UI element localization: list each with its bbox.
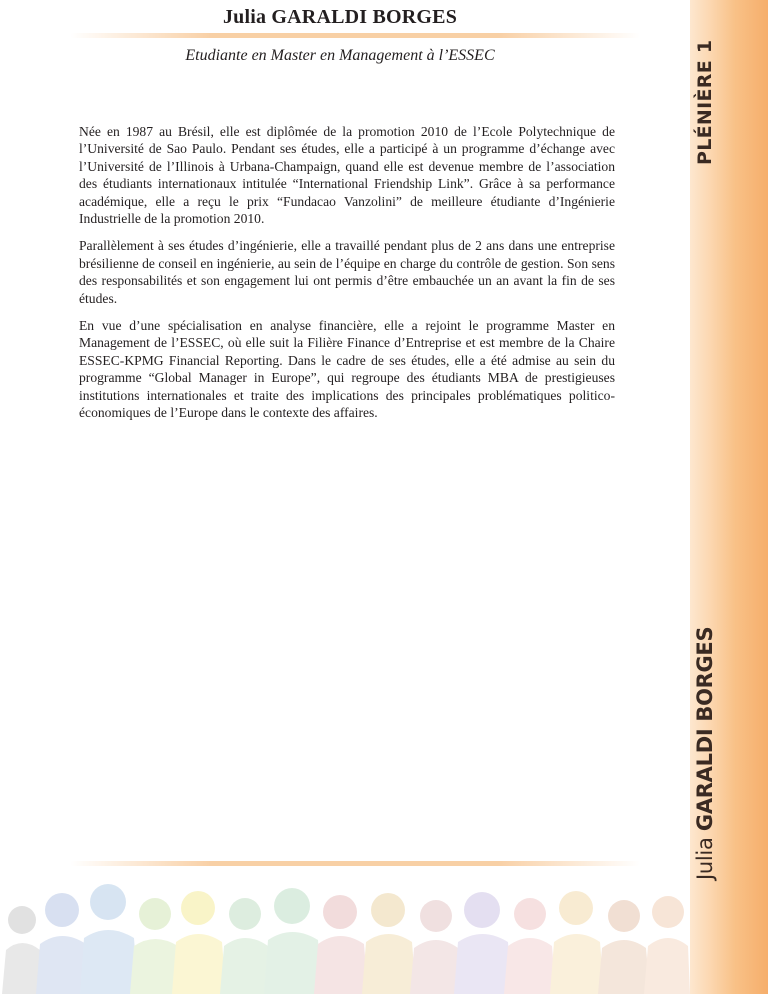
paragraph-2: Parallèlement à ses études d’ingénierie, elle a travaillé pendant plus de 2 ans dans une entreprise brésilienne de conseil en ingénierie, au sein de l’équipe en charge du contrôle de gestion. Son sens des responsabilités et son engagement lui ont permis d’être embauchée un an avant la fin de ses études. xyxy=(79,238,615,306)
page-title: Julia GARALDI BORGES xyxy=(222,6,458,28)
footer-divider xyxy=(70,861,640,866)
biography-text xyxy=(79,123,615,432)
side-name-last: GARALDI BORGES xyxy=(693,626,717,832)
header-divider xyxy=(70,33,640,38)
crowd-silhouettes-image xyxy=(0,880,690,994)
side-name-label xyxy=(693,627,717,880)
side-name-first: Julia xyxy=(693,831,717,880)
paragraph-3: En vue d’une spécialisation en analyse financière, elle a rejoint le programme Master en Management de l’ESSEC, où elle suit la Filière Finance d’Entreprise et est membre de la Chaire ESSEC-KPMG Financial Reporting. Dans le cadre de ses études, elle a été admise au sein du programme “Global Manager in Europe”, qui regroupe des étudiants MBA de prestigieuses institutions internationales et traite des implications des principales problématiques politico-économiques de l’Europe dans le contexte des affaires. xyxy=(79,318,615,421)
paragraph-1: Née en 1987 au Brésil, elle est diplômée de la promotion 2010 de l’Ecole Polytechnique de l’Université de Sao Paulo. Pendant ses études, elle a participé à un programme d’échange avec l’Université de l’Illinois à Urbana-Champaign, quand elle est devenue membre de l’association des étudiants internationaux intitulée “International Friendship Link”. Grâce à sa performance académique, elle a reçu le prix “Fundacao Vanzolini” de meilleure étudiante d’Ingénierie Industrielle de la promotion 2010. xyxy=(79,124,615,227)
page-subtitle: Etudiante en Master en Management à l’ESSEC xyxy=(185,47,495,64)
section-label: PLÉNIÈRE 1 xyxy=(694,39,716,165)
